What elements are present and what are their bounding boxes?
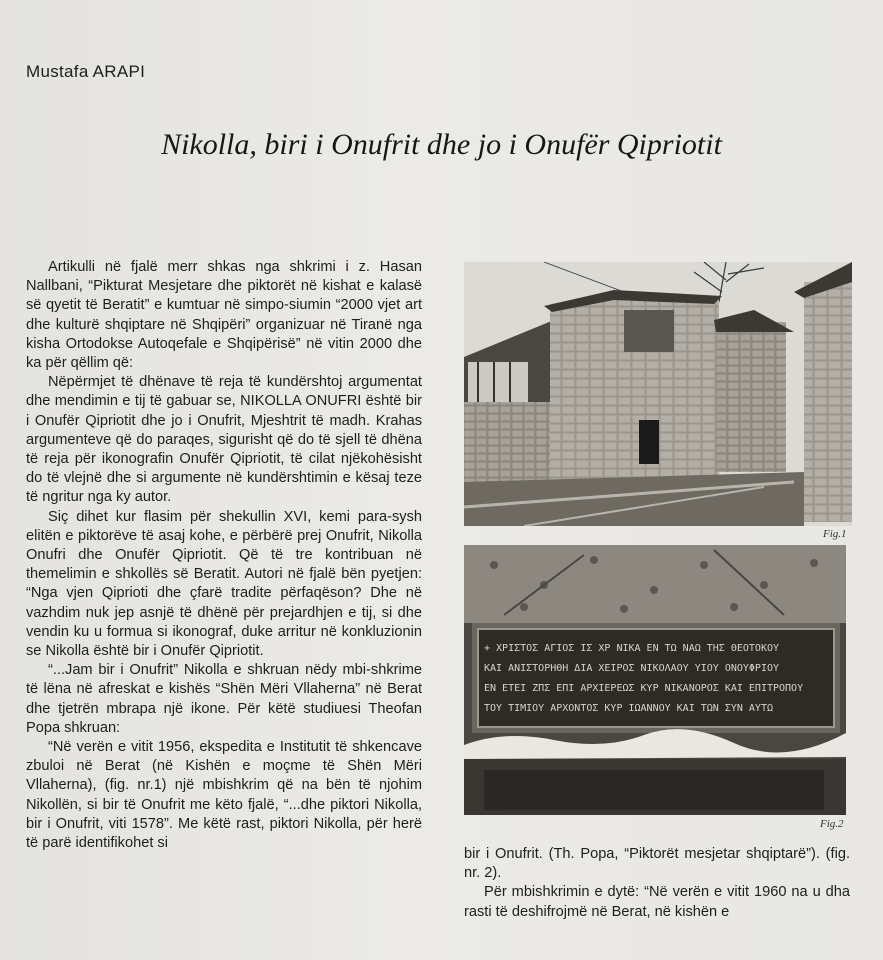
paragraph: “Në verën e vitit 1956, ekspedita e Institutit të shkencave zbuloi në Berat (në Kishën e moçme të Shën Mëri Vllaherna), (fig. nr.1) një mbishkrim që na bën të njohim Nikollën, si bir të Onufrit me këto fjalë, “...dhe piktori Nikolla, bir i Onufrit, viti 1578”. Me këtë rast, piktori Nikolla, për herë të parë identifikohet si bbox=[26, 739, 422, 852]
figure-2-caption: Fig.2 bbox=[820, 818, 844, 830]
author-name: Mustafa ARAPI bbox=[26, 62, 146, 81]
inscription-photo bbox=[464, 545, 846, 815]
figure-1-caption: Fig.1 bbox=[823, 528, 847, 540]
paragraph: Artikulli në fjalë merr shkas nga shkrimi i z. Hasan Nallbani, “Pikturat Mesjetare dhe piktorët në kishat e kalasë së qyetit të Beratit” e kumtuar në simpo-siumin “2000 vjet art dhe kulturë shqiptare në Shqipëri” organizuar në Tiranë nga kisha Ortodokse Autoqefale e Shqipërisë” në vitin 2000 dhe ka për qëllim që: bbox=[26, 259, 422, 372]
paragraph: bir i Onufrit. (Th. Popa, “Piktorët mesjetar shqiptarë”). (fig. nr. 2). bbox=[464, 846, 850, 882]
paragraph: Siç dihet kur flasim për shekullin XVI, kemi para-sysh elitën e piktorëve të asaj kohe, e përbërë prej Onufrit, Nikolla Onufri dhe Onufër Qipriotit. Që të tre kontribuan në themelimin e shkollës së Beratit. Autori në fjalë bën pyetjen: “Nga vjen Qiprioti dhe çfarë tradite përfaqëson? Dhe në vazhdim nuk jep asnjë të dhënë për prejardhjen e tij, si dhe vendin ku u formua si ikonograf, duke arritur në konkluzionin se Nikolla është bir i Onufër Qipriotit. bbox=[26, 508, 422, 660]
paragraph: “...Jam bir i Onufrit” Nikolla e shkruan nëdy mbi-shkrime të lëna në afreskat e kishës “Shën Mëri Vllaherna” në Berat dhe tjetrën mbrapa një ikone. Për këtë studiuesi Theofan Popa shkruan: bbox=[26, 662, 422, 736]
inscription-photo-drawing bbox=[464, 545, 846, 815]
inscription-line: ΤΟΥ ΤΙΜΙΟΥ ΑΡΧΟΝΤΟΣ ΚΥΡ ΙΩΑΝΝΟΥ ΚΑΙ ΤΩΝ ΣΥΝ ΑΥΤΩ bbox=[484, 703, 773, 714]
paragraph: Nëpërmjet të dhënave të reja të kundërshtoj argumentat dhe mendimin e tij të gabuar se, NIKOLLA ONUFRI është bir i Onufër Qipriotit dhe jo i Onufrit, Mjeshtrit të madh. Krahas argumenteve që do paraqes, sigurisht që do të sjell të dhëna të reja për ikonografin Onufër Qipriotit, të cilat njëkohësisht do të vlejnë dhe si argumente në kundërshtimin e kësaj teze të ngritur nga ky autor. bbox=[26, 374, 422, 506]
paragraph: Për mbishkrimin e dytë: “Në verën e vitit 1960 na u dha rasti të deshifrojmë në Berat, në kishën e bbox=[464, 884, 850, 920]
inscription-line: + ΧΡΙΣΤΟΣ ΑΓΙΟΣ ΙΣ ΧΡ ΝΙΚΑ ΕΝ ΤΩ ΝΑΩ ΤΗΣ ΘΕΟΤΟΚΟΥ bbox=[484, 643, 780, 654]
right-text-column bbox=[464, 845, 850, 922]
inscription-line: ΕΝ ΕΤΕΙ ΖΠΣ ΕΠΙ ΑΡΧΙΕΡΕΩΣ ΚΥΡ ΝΙΚΑΝΟΡΟΣ ΚΑΙ ΕΠΙΤΡΟΠΟΥ bbox=[484, 683, 804, 694]
church-photo-drawing bbox=[464, 262, 852, 526]
left-text-column bbox=[26, 258, 422, 853]
inscription-line: ΚΑΙ ΑΝΙΣΤΟΡΗΘΗ ΔΙΑ ΧΕΙΡΟΣ ΝΙΚΟΛΑΟΥ ΥΙΟΥ ΟΝΟΥΦΡΙΟΥ bbox=[484, 663, 780, 674]
article-title: Nikolla, biri i Onufrit dhe jo i Onufër Qipriotit bbox=[161, 128, 722, 161]
church-photo bbox=[464, 262, 852, 526]
